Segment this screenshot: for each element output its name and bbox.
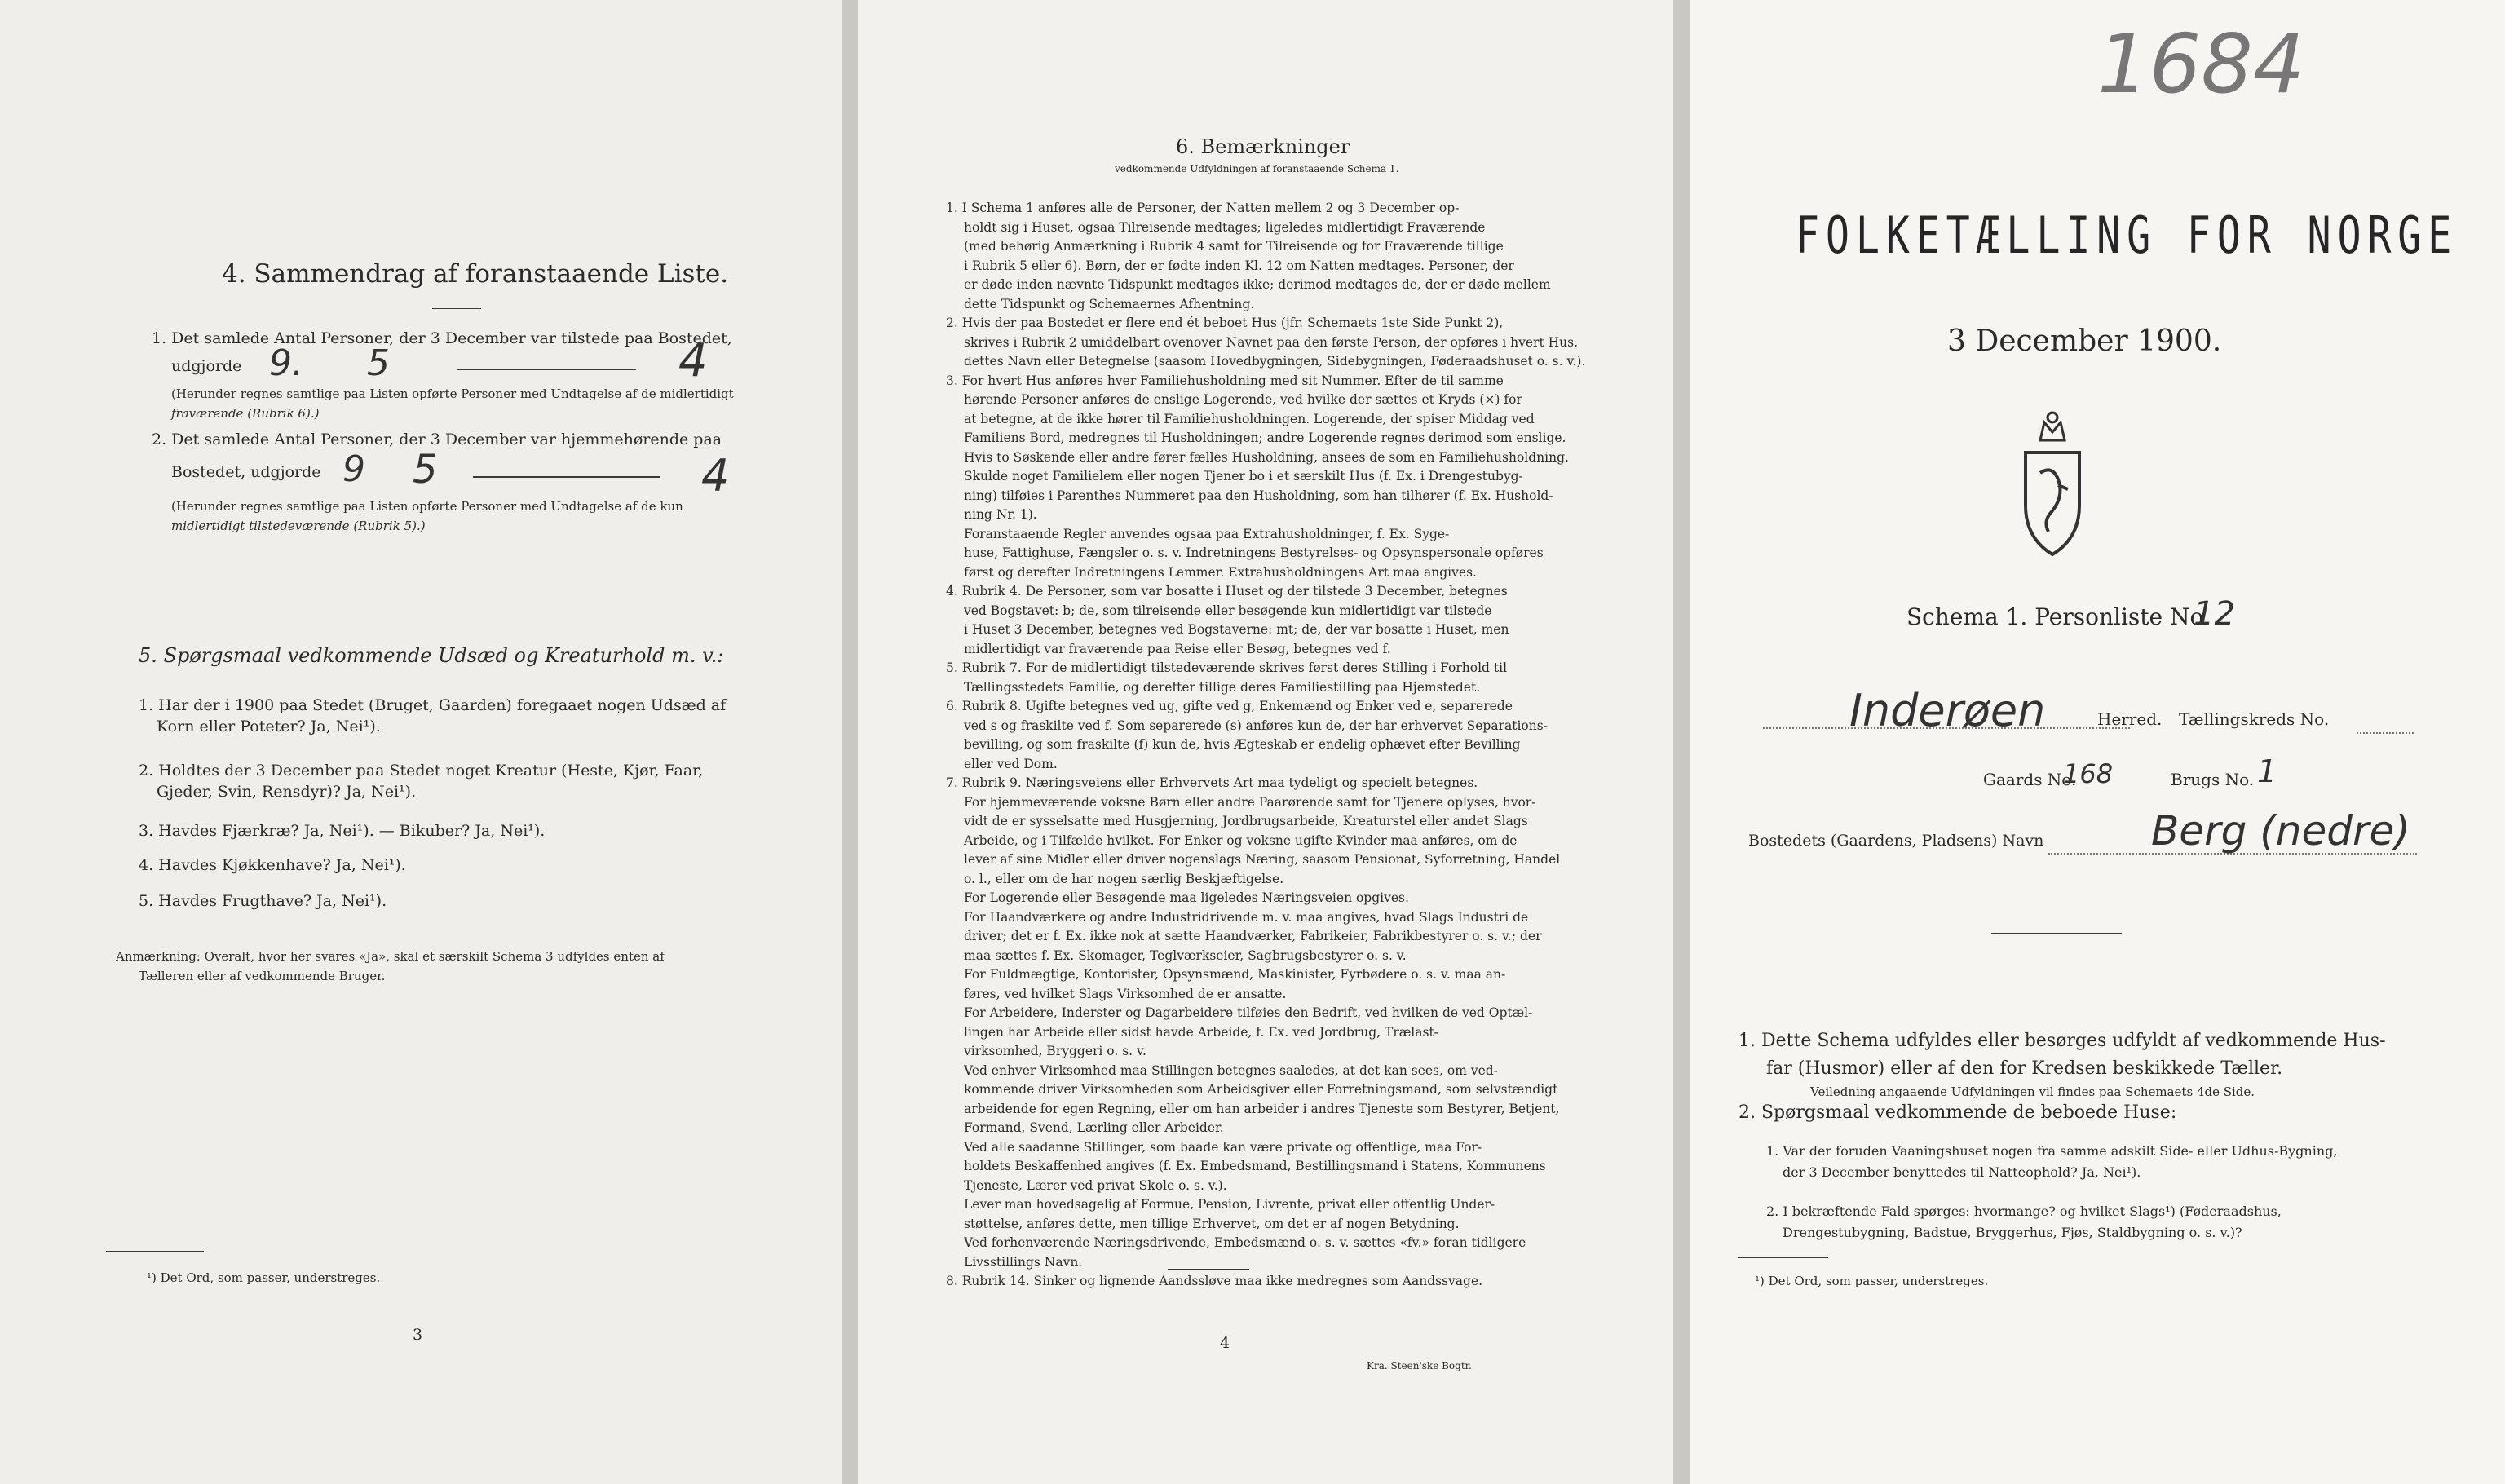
remark-line: ved s og fraskilte ved f. Som separerede (s) anføres kun de, der har erhvervet Separations-	[964, 718, 1548, 733]
remark-line: dette Tidspunkt og Schemaernes Afhentning.	[964, 296, 1255, 311]
remark-line: 7. Rubrik 9. Næringsveiens eller Erhvervets Art maa tydeligt og specielt betegnes.	[946, 775, 1478, 790]
remark-line: For Haandværkere og andre Industridrivende m. v. maa angives, hvad Slags Industri de	[964, 909, 1529, 925]
instruction-2-1: 1. Var der foruden Vaaningshuset nogen fra samme adskilt Side- eller Udhus-Bygning,	[1766, 1143, 2338, 1159]
remark-line: støttelse, anføres dette, men tillige Erhvervet, om det er af nogen Betydning.	[964, 1216, 1460, 1231]
remark-line: 4. Rubrik 4. De Personer, som var bosatte i Huset og der tilstede 3 December, betegnes	[946, 584, 1508, 598]
remark-line: 8. Rubrik 14. Sinker og lignende Aandssløve maa ikke medregnes som Aandssvage.	[946, 1274, 1483, 1288]
remark-line: Formand, Svend, Lærling eller Arbeider.	[964, 1120, 1224, 1135]
remark-line: Livsstillings Navn.	[964, 1254, 1083, 1270]
schema-label: Schema 1. Personliste No.	[1906, 603, 2211, 630]
brugs-value: 1	[2257, 753, 2277, 789]
remark-line: holdt sig i Huset, ogsaa Tilreisende medtages; ligeledes midlertidigt Fraværende	[964, 219, 1486, 235]
remark-line: 5. Rubrik 7. For de midlertidigt tilstedeværende skrives først deres Stilling i Forhold til	[946, 660, 1508, 675]
s5-item-2b: Gjeder, Svin, Rensdyr)? Ja, Nei¹).	[157, 783, 417, 801]
remark-line: Familiens Bord, medregnes til Husholdningen; andre Logerende regnes derimod som enslige.	[964, 431, 1566, 445]
bosted-value: Berg (nedre)	[2151, 807, 2410, 855]
q2-note-b: midlertidigt tilstedeværende (Rubrik 5).)	[171, 519, 426, 533]
remark-line: Tjeneste, Lærer ved privat Skole o. s. v.).	[964, 1177, 1227, 1193]
remark-line: hørende Personer anføres de enslige Logerende, ved hvilke der sættes et Kryds (×) for	[964, 392, 1522, 407]
remarks-subtitle: vedkommende Udfyldningen af foranstaaende Schema 1.	[1115, 163, 1399, 174]
remark-line: Ved alle saadanne Stillinger, som baade kan være private og offentlige, maa For-	[964, 1139, 1482, 1155]
printer-mark: Kra. Steen'ske Bogtr.	[1367, 1360, 1472, 1371]
remark-line: Tællingsstedets Familie, og derefter tillige deres Familiestilling paa Hjemstedet.	[964, 679, 1481, 695]
remark-line: 1. I Schema 1 anføres alle de Personer, der Natten mellem 2 og 3 December op-	[946, 201, 1460, 215]
remark-line: at betegne, at de ikke hører til Familiehusholdningen. Logerende, der spiser Middag ved	[964, 411, 1535, 426]
remark-line: Arbeide, og i Tilfælde hvilket. For Enker og voksne ugifte Kvinder maa anføres, om de	[964, 833, 1518, 848]
q1-dash	[457, 369, 636, 370]
remark-line: (med behørig Anmærkning i Rubrik 4 samt for Tilreisende og for Fraværende tillige	[964, 239, 1504, 254]
kreds-field-line	[2357, 732, 2414, 734]
remark-line: 2. Hvis der paa Bostedet er flere end ét beboet Hus (jfr. Schemaets 1ste Side Punkt 2),	[946, 316, 1504, 330]
gaards-label: Gaards No.	[1983, 770, 2077, 789]
remark-line: vidt de er sysselsatte med Husgjerning, Jordbrugsarbeide, Kreaturstel eller andet Slags	[964, 814, 1528, 828]
q2-value-women: 4	[701, 450, 730, 501]
q1-note-b: fraværende (Rubrik 6).)	[171, 406, 320, 421]
instruction-1: 1. Dette Schema udfyldes eller besørges udfyldt af vedkommende Hus-	[1738, 1031, 2386, 1051]
q1-value-women: 4	[678, 334, 708, 387]
q2-value-men: 5	[413, 447, 438, 492]
remark-line: midlertidigt var fraværende paa Reise eller Besøg, betegnes ved f.	[964, 641, 1391, 656]
middle-page	[858, 0, 1673, 1484]
instruction-2: 2. Spørgsmaal vedkommende de beboede Huse:	[1738, 1102, 2177, 1123]
instruction-2-2b: Drengestubygning, Badstue, Bryggerhus, Fjøs, Staldbygning o. s. v.)?	[1783, 1225, 2242, 1240]
footnote-rule	[1738, 1257, 1828, 1258]
s5-item-1: 1. Har der i 1900 paa Stedet (Bruget, Gaarden) foregaaet nogen Udsæd af	[139, 696, 727, 714]
q2-note: (Herunder regnes samtlige paa Listen opførte Personer med Undtagelse af de kun	[171, 499, 683, 514]
s5-item-4: 4. Havdes Kjøkkenhave? Ja, Nei¹).	[139, 856, 406, 874]
remark-line: skrives i Rubrik 2 umiddelbart ovenover Navnet paa den første Person, der opføres i hvert Hus,	[964, 334, 1579, 350]
q2-text: 2. Det samlede Antal Personer, der 3 December var hjemmehørende paa	[152, 431, 722, 448]
remark-line: føres, ved hvilket Slags Virksomhed de er ansatte.	[964, 986, 1287, 1001]
herred-value: Inderøen	[1849, 685, 2046, 736]
section5-title: 5. Spørgsmaal vedkommende Udsæd og Kreaturhold m. v.:	[139, 644, 724, 667]
footnote: ¹) Det Ord, som passer, understreges.	[1755, 1274, 1989, 1288]
instruction-2-2: 2. I bekræftende Fald spørges: hvormange? og hvilket Slags¹) (Føderaadshus,	[1766, 1204, 2282, 1219]
page-number: 4	[1220, 1334, 1230, 1352]
annotation-note: Anmærkning: Overalt, hvor her svares «Ja», skal et særskilt Schema 3 udfyldes enten af	[116, 949, 665, 964]
q1-note: (Herunder regnes samtlige paa Listen opførte Personer med Undtagelse af de midlertidigt	[171, 386, 734, 401]
q2-value-total: 9	[342, 448, 365, 490]
remark-line: For hjemmeværende voksne Børn eller andre Paarørende samt for Tjenere oplyses, hvor-	[964, 794, 1536, 810]
divider	[1991, 933, 2122, 934]
remark-line: Skulde noget Familielem eller nogen Tjener bo i et særskilt Hus (f. Ex. i Drengestubyg-	[964, 469, 1523, 484]
remarks-title: 6. Bemærkninger	[1176, 135, 1350, 158]
gaards-value: 168	[2063, 758, 2114, 789]
footnote: ¹) Det Ord, som passer, understreges.	[147, 1270, 381, 1285]
remark-line: maa sættes f. Ex. Skomager, Teglværkseier, Sagbrugsbestyrer o. s. v.	[964, 947, 1407, 963]
remark-line: i Rubrik 5 eller 6). Børn, der er fødte inden Kl. 12 om Natten medtages. Personer, der	[964, 258, 1514, 273]
page-number: 3	[413, 1326, 423, 1344]
q2-text-b: Bostedet, udgjorde	[171, 463, 321, 481]
date: 3 December 1900.	[1947, 325, 2222, 358]
q1-text: 1. Det samlede Antal Personer, der 3 December var tilstede paa Bostedet,	[152, 329, 732, 347]
remark-line: bevilling, og som fraskilte (f) kun de, hvis Ægteskab er endelig ophævet efter Bevilling	[964, 737, 1521, 752]
remark-line: arbeidende for egen Regning, eller om han arbeider i andres Tjeneste som Bestyrer, Betjent,	[964, 1101, 1560, 1116]
q1-value-total: 9.	[269, 342, 303, 384]
remark-line: huse, Fattighuse, Fængsler o. s. v. Indretningens Bestyrelses- og Opsynspersonale opføres	[964, 545, 1544, 560]
remark-line: Ved enhver Virksomhed maa Stillingen betegnes saaledes, at det kan sees, om ved-	[964, 1062, 1498, 1078]
q2-dash	[473, 476, 660, 478]
section4-title: 4. Sammendrag af foranstaaende Liste.	[222, 259, 729, 289]
s5-item-1b: Korn eller Poteter? Ja, Nei¹).	[157, 718, 381, 735]
gutter	[1673, 0, 1690, 1484]
divider	[1168, 1269, 1249, 1270]
remark-line: Hvis to Søskende eller andre fører fælles Husholdning, ansees de som en Familiehusholdning.	[964, 449, 1569, 465]
remark-line: 6. Rubrik 8. Ugifte betegnes ved ug, gifte ved g, Enkemænd og Enker ved e, separerede	[946, 699, 1513, 713]
s5-item-5: 5. Havdes Frugthave? Ja, Nei¹).	[139, 892, 387, 910]
remark-line: Ved forhenværende Næringsdrivende, Embedsmænd o. s. v. sættes «fv.» foran tidligere	[964, 1235, 1526, 1250]
remark-line: 3. For hvert Hus anføres hver Familiehusholdning med sit Nummer. Efter de til samme	[946, 373, 1504, 388]
remark-line: i Huset 3 December, betegnes ved Bogstaverne: mt; de, der var bosatte i Huset, men	[964, 622, 1509, 637]
archive-number: 1684	[2097, 16, 2305, 112]
brugs-label: Brugs No.	[2171, 770, 2255, 789]
instruction-guide: Veiledning angaaende Udfyldningen vil findes paa Schemaets 4de Side.	[1810, 1084, 2255, 1099]
remark-line: ning) tilføies i Parenthes Nummeret paa den Husholdning, som han tilhører (f. Ex. Hushold-	[964, 488, 1553, 503]
kreds-label: Tællingskreds No.	[2179, 709, 2330, 729]
instruction-2-1b: der 3 December benyttedes til Natteophold? Ja, Nei¹).	[1783, 1164, 2141, 1180]
coat-of-arms-icon	[2016, 408, 2089, 563]
s5-item-3: 3. Havdes Fjærkræ? Ja, Nei¹). — Bikuber? Ja, Nei¹).	[139, 822, 546, 840]
remark-line: For Logerende eller Besøgende maa ligeledes Næringsveien opgives.	[964, 890, 1409, 905]
remark-line: ning Nr. 1).	[964, 507, 1037, 522]
remark-line: lever af sine Midler eller driver nogenslags Næring, saasom Pensionat, Syforretning, Handel	[964, 852, 1561, 867]
s5-item-2: 2. Holdtes der 3 December paa Stedet noget Kreatur (Heste, Kjør, Faar,	[139, 762, 704, 780]
remark-line: kommende driver Virksomheden som Arbeidsgiver eller Forretningsmand, som selvstændigt	[964, 1082, 1558, 1097]
remark-line: lingen har Arbeide eller sidst havde Arbeide, f. Ex. ved Jordbrug, Trælast-	[964, 1024, 1438, 1040]
remark-line: ved Bogstavet: b; de, som tilreisende eller besøgende kun midlertidigt var tilstede	[964, 603, 1492, 618]
bosted-label: Bostedets (Gaardens, Pladsens) Navn	[1748, 832, 2044, 850]
remark-line: dettes Navn eller Betegnelse (saasom Hovedbygningen, Sidebygningen, Føderaadshuset o. s. v.).	[964, 354, 1586, 369]
left-page	[0, 0, 842, 1484]
remark-line: For Arbeidere, Inderster og Dagarbeidere tilføies den Bedrift, ved hvilken de ved Optæl-	[964, 1005, 1533, 1020]
divider	[432, 308, 481, 309]
remark-line: er døde inden nævnte Tidspunkt medtages ikke; derimod medtages de, der er døde mellem	[964, 277, 1551, 292]
remark-line: Foranstaaende Regler anvendes ogsaa paa Extrahusholdninger, f. Ex. Syge-	[964, 526, 1450, 541]
q1-value-men: 5	[367, 342, 390, 384]
remark-line: holdets Beskaffenhed angives (f. Ex. Embedsmand, Bestillingsmand i Statens, Kommunens	[964, 1159, 1546, 1173]
right-page	[1690, 0, 2505, 1484]
remark-line: Lever man hovedsagelig af Formue, Pension, Livrente, privat eller offentlig Under-	[964, 1197, 1495, 1212]
remark-line: For Fuldmægtige, Kontorister, Opsynsmænd, Maskinister, Fyrbødere o. s. v. maa an-	[964, 967, 1506, 982]
remark-line: eller ved Dom.	[964, 756, 1058, 771]
annotation-note-b: Tælleren eller af vedkommende Bruger.	[139, 969, 386, 983]
footnote-rule	[106, 1251, 204, 1252]
remark-line: virksomhed, Bryggeri o. s. v.	[964, 1044, 1146, 1058]
q1-text-b: udgjorde	[171, 357, 242, 375]
instruction-1b: far (Husmor) eller af den for Kredsen beskikkede Tæller.	[1766, 1058, 2283, 1079]
main-title: FOLKETÆLLING FOR NORGE	[1796, 205, 2459, 265]
remark-line: o. l., eller om de har nogen særlig Beskjæftigelse.	[964, 871, 1284, 886]
remark-line: først og derefter Indretningens Lemmer. Extrahusholdningens Art maa angives.	[964, 564, 1477, 580]
remark-line: driver; det er f. Ex. ikke nok at sætte Haandværker, Fabrikeier, Fabrikbestyrer o. s. v.; der	[964, 929, 1542, 943]
gutter	[842, 0, 858, 1484]
schema-number: 12	[2194, 595, 2235, 633]
herred-label: Herred.	[2097, 709, 2163, 729]
